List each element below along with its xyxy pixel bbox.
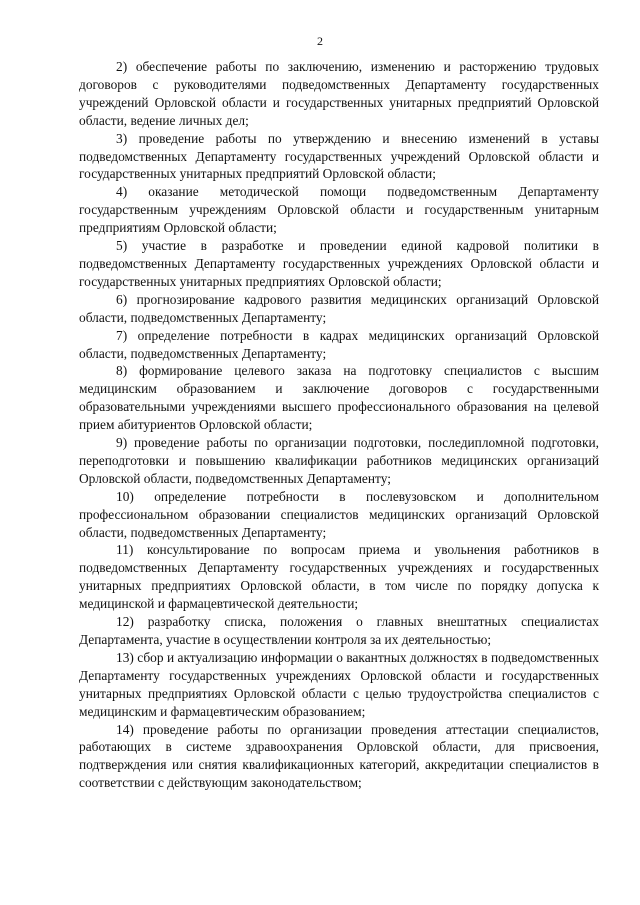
list-item: 10) определение потребности в послевузовском и дополнительном профессиональном образовании специалистов медицинских организаций Орловской области, подведомственных Департаменту; (79, 488, 599, 540)
list-item: 11) консультирование по вопросам приема и увольнения работников в подведомственных Департаменту государственных учреждениях и государственных унитарных предприятиях Орловской области, в том числе по порядку допуска к медицинской и фармацевтической деятельности; (79, 542, 599, 612)
list-item: 6) прогнозирование кадрового развития медицинских организаций Орловской области, подведомственных Департаменту; (79, 291, 599, 325)
page-number: 2 (317, 34, 323, 48)
list-item: 8) формирование целевого заказа на подготовку специалистов с высшим медицинским образованием и заключение договоров с государственными образовательными учреждениями высшего профессионального образования на целевой прием абитуриентов Орловской области; (79, 363, 599, 433)
list-item: 7) определение потребности в кадрах медицинских организаций Орловской области, подведомственных Департаменту; (79, 327, 599, 361)
list-item: 13) сбор и актуализацию информации о вакантных должностях в подведомственных Департаменту государственных учреждениях Орловской области и государственных унитарных предприятиях Орловской области с целью трудоустройства специалистов с медицинским и фармацевтическим образованием; (79, 649, 599, 719)
list-item: 14) проведение работы по организации проведения аттестации специалистов, работающих в системе здравоохранения Орловской области, для присвоения, подтверждения или снятия квалификационных категорий, аккредитации специалистов в соответствии с действующим законодательством; (79, 721, 599, 791)
list-item: 9) проведение работы по организации подготовки, последипломной подготовки, переподготовки и повышению квалификации работников медицинских организаций Орловской области, подведомственных Департаменту; (79, 435, 599, 486)
list-item: 2) обеспечение работы по заключению, изменению и расторжению трудовых договоров с руководителями подведомственных Департаменту государственных учреждений Орловской области и государственных унитарных предприятий Орловской области, ведение личных дел; (79, 59, 599, 128)
list-item: 5) участие в разработке и проведении единой кадровой политики в подведомственных Департаменту государственных учреждениях Орловской области и государственных унитарных предприятиях Орловской области; (79, 238, 599, 289)
list-item: 12) разработку списка, положения о главных внештатных специалистах Департамента, участие в осуществлении контроля за их деятельностью; (79, 614, 599, 647)
document-body (79, 58, 599, 792)
list-item: 3) проведение работы по утверждению и внесению изменений в уставы подведомственных Департаменту государственных учреждений Орловской области и государственных унитарных предприятий Орловской области; (79, 130, 599, 182)
list-item: 4) оказание методической помощи подведомственным Департаменту государственным учреждениям Орловской области и государственным унитарным предприятиям Орловской области; (79, 184, 599, 236)
